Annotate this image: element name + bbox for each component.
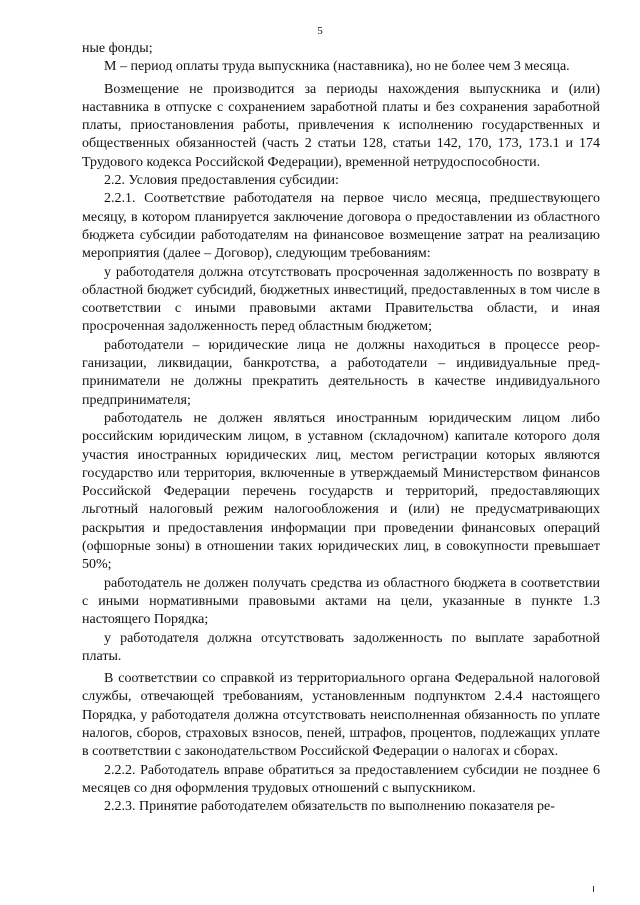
paragraph-requirement-overdue-debt: у работодателя должна отсутствовать просроченная задолженность по возврату в областной бюджет субсидий, бюджетных инвестиций, предоставленных в том числе в соответствии с иными правовыми актами Правительства области, и иная просроченная задолженность перед областным бюджетом; xyxy=(82,264,600,335)
paragraph-section-2-2-heading: 2.2. Условия предоставления субсидии: xyxy=(104,173,339,189)
paragraph-2-2-2: 2.2.2. Работодатель вправе обратиться за предоставлением субсидии не позднее 6 месяцев со дня оформления трудовых отношений с выпускником. xyxy=(82,762,600,796)
paragraph-requirement-foreign-entity: работодатель не должен являться иностранным юридическим лицом либо российским юридическим лицом, в уставном (складочном) капитале которого доля участия иностранных юридических лиц, местом регистрации которых являются государство или территория, включенные в утверждаемый Министерством финансов Российской Федерации перечень государств и территорий, предоставляющих льготный налоговый режим налогообложения и (или) не предусматривающих раскрытия и предоставления информации при проведении финансовых операций (офшорные зоны) в отношении таких юридических лиц, в совокупности превышает 50%; xyxy=(82,410,600,573)
paragraph-requirement-other-funds: работодатель не должен получать средства из областного бюджета в соответствии с иными нормативными правовыми актами на цели, указанные в пункте 1.3 настоящего Порядка; xyxy=(82,575,600,628)
paragraph-2-2-3: 2.2.3. Принятие работодателем обязательств по выполнению показателя ре- xyxy=(104,799,555,815)
document-body xyxy=(82,40,600,816)
paragraph-requirement-reorganization: работодатели – юридические лица не должны находиться в процессе реорганизации, ликвидации, банкротства, а работодатели – индивидуальные предприниматели не должны прекратить деятельность в качестве индивидуального предпринимателя; xyxy=(82,337,600,408)
paragraph-continuation: ные фонды; xyxy=(82,41,153,56)
paragraph-no-compensation: Возмещение не производится за периоды нахождения выпускника и (или) наставника в отпуске с сохранением заработной платы и без сохранения заработной платы, приостановления работы, привлечения к исполнению государственных и общественных обязанностей (часть 2 статьи 128, статьи 142, 170, 173, 173.1 и 174 Трудового кодекса Российской Федерации), временной нетрудоспособности. xyxy=(82,81,600,170)
paragraph-requirement-wage-arrears: у работодателя должна отсутствовать задолженность по выплате заработной платы. xyxy=(82,630,600,664)
paragraph-tax-certificate: В соответствии со справкой из территориального органа Федеральной налоговой службы, отвечающей требованиям, установленным подпунктом 2.4.4 настоящего Порядка, у работодателя должна отсутствовать неисполненная обязанность по уплате налогов, сборов, страховых взносов, пеней, штрафов, процентов, подлежащих уплате в соответствии с законодательством Российской Федерации о налогах и сборах. xyxy=(82,671,600,760)
page-number: 5 xyxy=(317,25,323,37)
paragraph-2-2-1: 2.2.1. Соответствие работодателя на первое число месяца, предшествующего месяцу, в котором планируется заключение договора о предоставлении из областного бюджета субсидии работодателям на финансовое возмещение затрат на реализацию мероприятия (далее – Договор), следующим требованиям: xyxy=(82,191,600,262)
scan-mark xyxy=(593,886,594,892)
paragraph-m-definition: M – период оплаты труда выпускника (наставника), но не более чем 3 месяца. xyxy=(104,59,570,75)
